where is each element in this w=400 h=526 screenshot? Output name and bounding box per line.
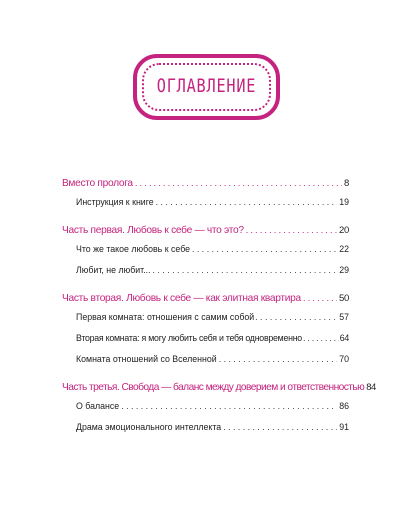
toc-page-number: 91	[339, 422, 349, 432]
toc-entry-title: Комната отношений со Вселенной	[76, 354, 217, 364]
toc-chapter-universe-room[interactable]	[62, 354, 349, 375]
toc-entry-title: Часть третья. Свобода — баланс между доверием и ответственностью	[62, 382, 365, 393]
dot-leader	[223, 422, 337, 432]
dot-leader	[153, 265, 338, 275]
toc-entry-title: Любит, не любит...	[76, 265, 151, 275]
toc-part-two[interactable]	[62, 293, 349, 312]
toc-chapter-loves-not[interactable]	[62, 265, 349, 286]
toc-page-number: 19	[339, 197, 349, 207]
toc-chapter-instructions[interactable]	[62, 197, 349, 218]
dot-leader	[121, 401, 337, 411]
toc-page-number: 20	[339, 225, 349, 236]
toc-entry-title: Часть вторая. Любовь к себе — как элитная квартира	[62, 293, 301, 304]
dot-leader	[135, 178, 342, 189]
dot-leader	[246, 225, 337, 236]
dot-leader	[255, 312, 338, 322]
toc-entry-title: О балансе	[76, 401, 120, 411]
toc-page-number: 29	[339, 265, 349, 275]
toc-page-number: 64	[339, 333, 349, 343]
toc-entry-title: Что же такое любовь к себе	[76, 244, 191, 254]
toc-chapter-second-room[interactable]	[62, 333, 349, 354]
toc-page-number: 84	[366, 382, 376, 393]
toc-entry-title: Инструкция к книге	[76, 197, 154, 207]
toc-page-number: 8	[344, 178, 349, 189]
toc-chapter-balance[interactable]	[62, 401, 349, 422]
toc-entry-title: Вторая комната: я могу любить себя и тебя одновременно	[76, 333, 302, 343]
toc-entry-title: Первая комната: отношения с самим собой	[76, 312, 255, 322]
dot-leader	[219, 354, 338, 364]
toc-chapter-what-is-self-love[interactable]	[62, 244, 349, 265]
toc-entry-title: Драма эмоционального интеллекта	[76, 422, 222, 432]
toc-chapter-first-room[interactable]	[62, 312, 349, 333]
toc-page-number: 86	[339, 401, 349, 411]
toc-part-one[interactable]	[62, 225, 349, 244]
toc-part-prologue[interactable]	[62, 178, 349, 197]
toc-page-number: 50	[339, 293, 349, 304]
toc-entry-title: Часть первая. Любовь к себе — что это?	[62, 225, 244, 236]
toc-page-number: 57	[339, 312, 349, 322]
toc-page-number: 70	[339, 354, 349, 364]
dot-leader	[303, 333, 339, 343]
toc-chapter-emotional-drama[interactable]	[62, 422, 349, 443]
toc-entry-title: Вместо пролога	[62, 178, 133, 189]
page-title: ОГЛАВЛЕНИЕ	[156, 75, 257, 97]
dot-leader	[156, 197, 338, 207]
dot-leader	[192, 244, 337, 254]
dot-leader	[303, 293, 337, 304]
toc-part-three[interactable]	[62, 382, 376, 401]
heading-frame	[133, 54, 280, 120]
table-of-contents	[62, 178, 376, 443]
toc-page-number: 22	[339, 244, 349, 254]
